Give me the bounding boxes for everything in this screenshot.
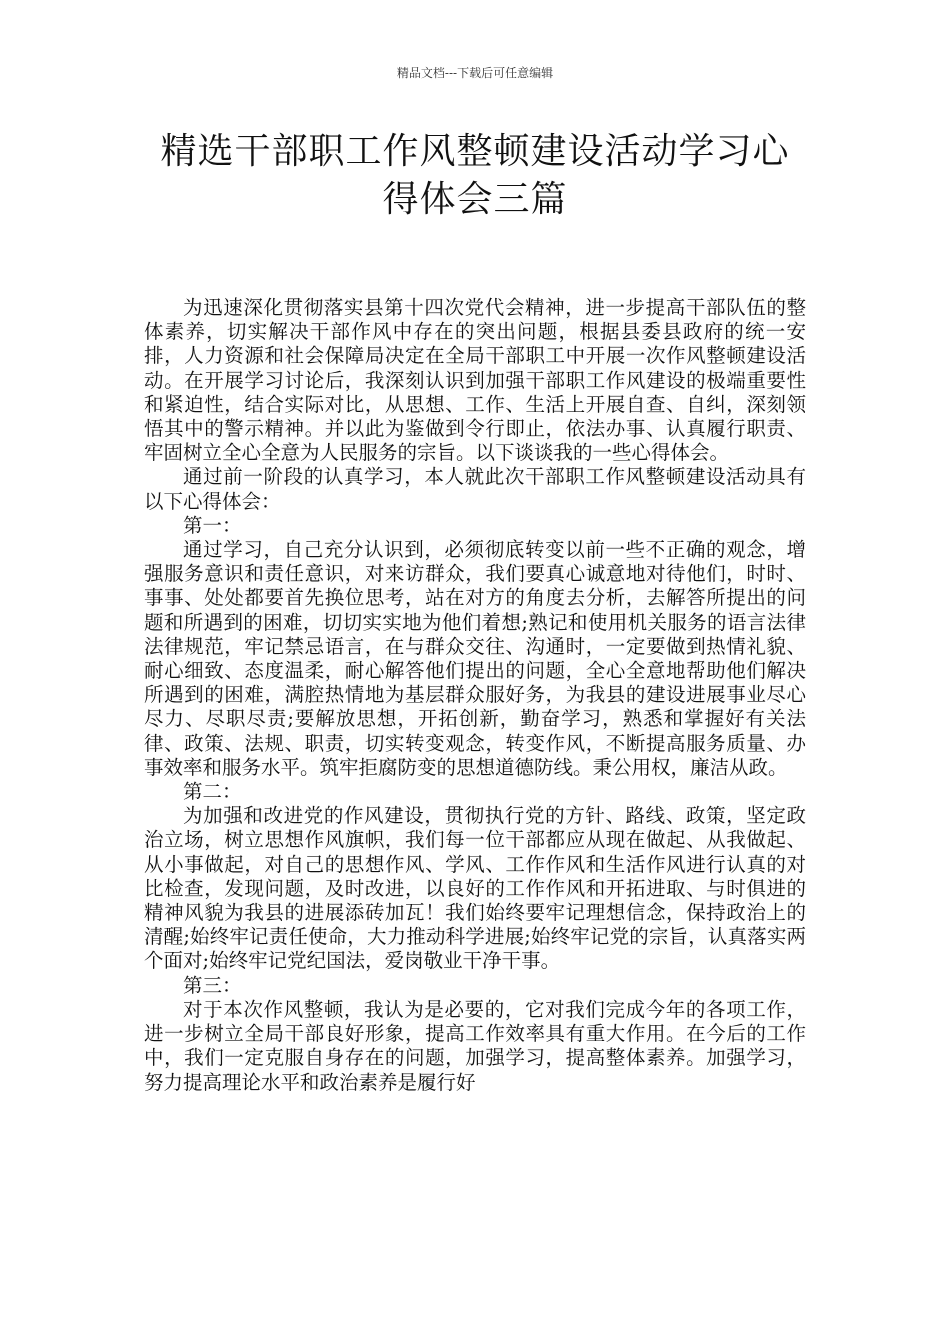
title-line-1: 精选干部职工作风整顿建设活动学习心 <box>160 131 790 172</box>
section-heading-2: 第二： <box>183 780 242 804</box>
section-heading-3: 第三： <box>183 973 242 997</box>
paragraph-section-1: 通过学习，自己充分认识到，必须彻底转变以前一些不正确的观念，增强服务意识和责任意识，对来访群众，我们要真心诚意地对待他们，时时、事事、处处都要首先换位思考，站在对方的角度去分析，去解答所提出的问题和所遇到的困难，切切实实地为他们着想;熟记和使用机关服务的语言法律法律规范，牢记禁忌语言，在与群众交往、沟通时，一定要做到热情礼貌、耐心细致、态度温柔，耐心解答他们提出的问题，全心全意地帮助他们解决所遇到的困难，满腔热情地为基层群众服好务，为我县的建设进展事业尽心尽力、尽职尽责;要解放思想，开拓创新，勤奋学习，熟悉和掌握好有关法律、政策、法规、职责，切实转变观念，转变作风，不断提高服务质量、办事效率和服务水平。筑牢拒腐防变的思想道德防线。秉公用权，廉洁从政。 <box>144 538 806 779</box>
paragraph-section-2: 为加强和改进党的作风建设，贯彻执行党的方针、路线、政策，坚定政治立场，树立思想作风旗帜，我们每一位干部都应从现在做起、从我做起、从小事做起，对自己的思想作风、学风、工作作风和生活作风进行认真的对比检查，发现问题，及时改进，以良好的工作作风和开拓进取、与时俱进的精神风貌为我县的进展添砖加瓦！我们始终要牢记理想信念，保持政治上的清醒;始终牢记责任使命，大力推动科学进展;始终牢记党的宗旨，认真落实两个面对;始终牢记党纪国法，爱岗敬业干净干事。 <box>144 804 806 973</box>
paragraph-lead-in: 通过前一阶段的认真学习，本人就此次干部职工作风整顿建设活动具有以下心得体会： <box>144 465 806 513</box>
title-line-2: 得体会三篇 <box>382 179 568 220</box>
document-title <box>120 128 830 224</box>
paragraph-section-3: 对于本次作风整顿，我认为是必要的，它对我们完成今年的各项工作，进一步树立全局干部良好形象，提高工作效率具有重大作用。在今后的工作中，我们一定克服自身存在的问题，加强学习，提高整体素养。加强学习，努力提高理论水平和政治素养是履行好 <box>144 997 806 1094</box>
section-heading-1: 第一： <box>183 513 242 537</box>
document-body <box>144 296 806 1095</box>
paragraph-intro: 为迅速深化贯彻落实县第十四次党代会精神，进一步提高干部队伍的整体素养，切实解决干部作风中存在的突出问题，根据县委县政府的统一安排，人力资源和社会保障局决定在全局干部职工中开展一次作风整顿建设活动。在开展学习讨论后，我深刻认识到加强干部职工作风建设的极端重要性和紧迫性，结合实际对比，从思想、工作、生活上开展自查、自纠，深刻领悟其中的警示精神。并以此为鉴做到令行即止，依法办事、认真履行职责、牢固树立全心全意为人民服务的宗旨。以下谈谈我的一些心得体会。 <box>144 296 806 465</box>
header-note: 精品文档---下载后可任意编辑 <box>396 66 554 80</box>
